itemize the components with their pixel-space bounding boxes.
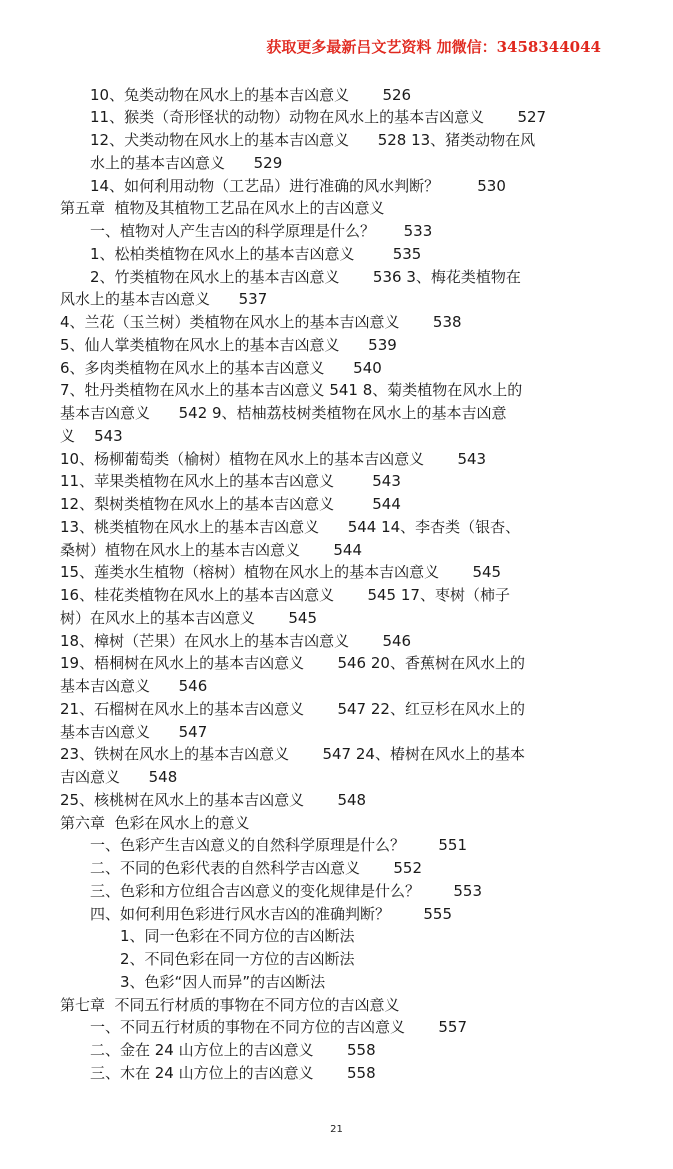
toc-line: 水上的基本吉凶意义 529 bbox=[90, 154, 283, 172]
toc-line: 吉凶意义 548 bbox=[60, 768, 178, 786]
toc-line: 风水上的基本吉凶意义 537 bbox=[60, 290, 268, 308]
toc-line: 11、苹果类植物在风水上的基本吉凶意义 543 bbox=[60, 472, 401, 490]
toc-line: 10、兔类动物在风水上的基本吉凶意义 526 bbox=[90, 86, 412, 104]
toc-line: 二、金在 24 山方位上的吉凶意义 558 bbox=[90, 1041, 376, 1059]
toc-line: 4、兰花（玉兰树）类植物在风水上的基本吉凶意义 538 bbox=[60, 313, 462, 331]
toc-line: 19、梧桐树在风水上的基本吉凶意义 546 20、香蕉树在风水上的 bbox=[60, 654, 525, 672]
header-watermark: 获取更多最新吕文艺资料 加微信：3458344044 bbox=[266, 38, 601, 56]
toc-line: 桑树）植物在风水上的基本吉凶意义 544 bbox=[60, 541, 363, 559]
toc-line: 义 543 bbox=[60, 427, 123, 445]
toc-line: 2、竹类植物在风水上的基本吉凶意义 536 3、梅花类植物在 bbox=[90, 268, 521, 286]
toc-line: 二、不同的色彩代表的自然科学吉凶意义 552 bbox=[90, 859, 423, 877]
chapter-heading: 第七章 不同五行材质的事物在不同方位的吉凶意义 bbox=[60, 996, 400, 1014]
toc-line: 7、牡丹类植物在风水上的基本吉凶意义 541 8、菊类植物在风水上的 bbox=[60, 381, 523, 399]
toc-line: 基本吉凶意义 542 9、桔柚荔枝树类植物在风水上的基本吉凶意 bbox=[60, 404, 507, 422]
chapter-heading: 第五章 植物及其植物工艺品在风水上的吉凶意义 bbox=[60, 199, 385, 217]
toc-line: 21、石榴树在风水上的基本吉凶意义 547 22、红豆杉在风水上的 bbox=[60, 700, 525, 718]
toc-line: 12、梨树类植物在风水上的基本吉凶意义 544 bbox=[60, 495, 401, 513]
toc-line: 13、桃类植物在风水上的基本吉凶意义 544 14、李杏类（银杏、 bbox=[60, 518, 521, 536]
toc-line: 18、樟树（芒果）在风水上的基本吉凶意义 546 bbox=[60, 632, 412, 650]
toc-line: 15、莲类水生植物（榕树）植物在风水上的基本吉凶意义 545 bbox=[60, 563, 502, 581]
page-number: 21 bbox=[330, 1124, 343, 1135]
toc-line: 基本吉凶意义 547 bbox=[60, 723, 208, 741]
toc-line: 树）在风水上的基本吉凶意义 545 bbox=[60, 609, 318, 627]
toc-line: 一、植物对人产生吉凶的科学原理是什么？ 533 bbox=[90, 222, 433, 240]
toc-line: 三、色彩和方位组合吉凶意义的变化规律是什么？ 553 bbox=[90, 882, 483, 900]
toc-line: 6、多肉类植物在风水上的基本吉凶意义 540 bbox=[60, 359, 382, 377]
toc-line: 三、木在 24 山方位上的吉凶意义 558 bbox=[90, 1064, 376, 1082]
toc-line: 10、杨柳葡萄类（榆树）植物在风水上的基本吉凶意义 543 bbox=[60, 450, 487, 468]
chapter-heading: 第六章 色彩在风水上的意义 bbox=[60, 814, 250, 832]
toc-line: 12、犬类动物在风水上的基本吉凶意义 528 13、猪类动物在风 bbox=[90, 131, 536, 149]
toc-line: 2、不同色彩在同一方位的吉凶断法 bbox=[120, 950, 355, 968]
toc-line: 四、如何利用色彩进行风水吉凶的准确判断？ 555 bbox=[90, 905, 453, 923]
toc-line: 一、不同五行材质的事物在不同方位的吉凶意义 557 bbox=[90, 1018, 468, 1036]
toc-line: 基本吉凶意义 546 bbox=[60, 677, 208, 695]
toc-line: 14、如何利用动物（工艺品）进行准确的风水判断？ 530 bbox=[90, 177, 506, 195]
toc-line: 11、猴类（奇形怪状的动物）动物在风水上的基本吉凶意义 527 bbox=[90, 108, 547, 126]
toc-line: 一、色彩产生吉凶意义的自然科学原理是什么？ 551 bbox=[90, 836, 468, 854]
toc-line: 5、仙人掌类植物在风水上的基本吉凶意义 539 bbox=[60, 336, 397, 354]
toc-line: 16、桂花类植物在风水上的基本吉凶意义 545 17、枣树（柿子 bbox=[60, 586, 510, 604]
toc-line: 3、色彩“因人而异”的吉凶断法 bbox=[120, 973, 326, 991]
toc-line: 25、核桃树在风水上的基本吉凶意义 548 bbox=[60, 791, 367, 809]
toc-line: 23、铁树在风水上的基本吉凶意义 547 24、椿树在风水上的基本 bbox=[60, 745, 525, 763]
toc-line: 1、同一色彩在不同方位的吉凶断法 bbox=[120, 927, 355, 945]
toc-line: 1、松柏类植物在风水上的基本吉凶意义 535 bbox=[90, 245, 422, 263]
